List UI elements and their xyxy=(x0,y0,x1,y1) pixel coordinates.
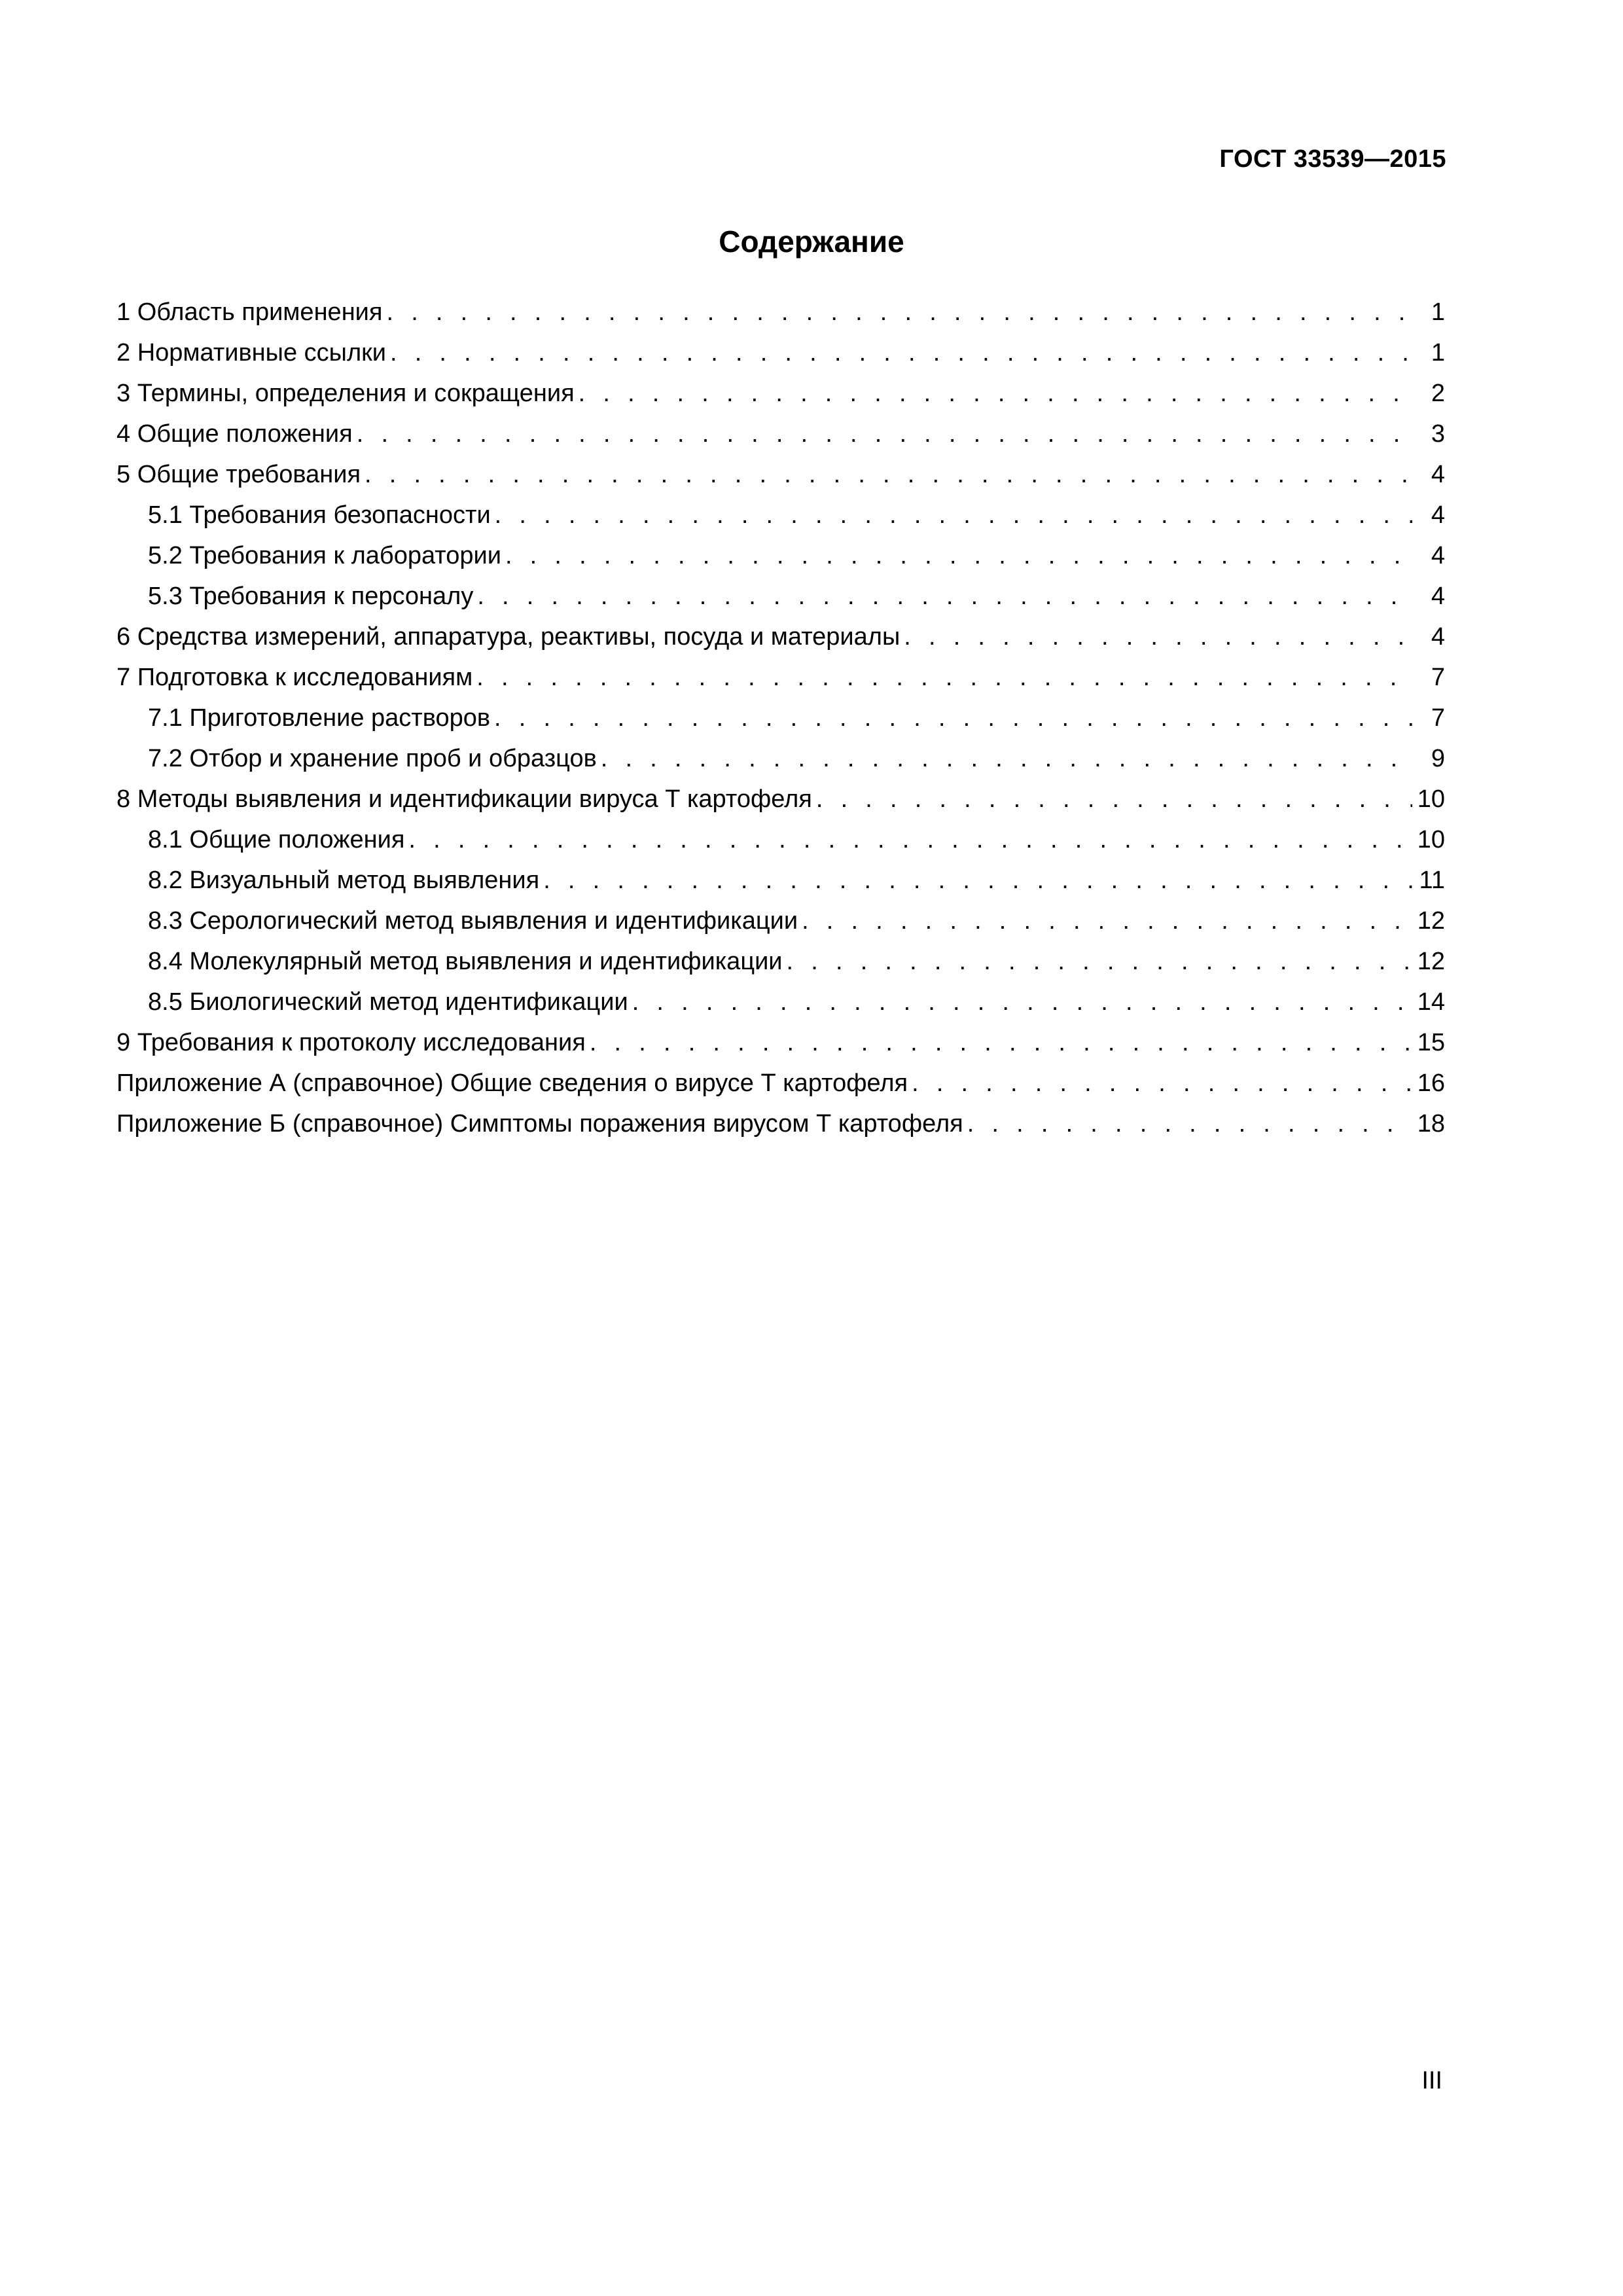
toc-entry-label: 9 Требования к протоколу исследования xyxy=(116,1029,586,1056)
toc-entry-page: 2 xyxy=(1431,380,1445,407)
toc-entry-label: 8 Методы выявления и идентификации вируса Т картофеля xyxy=(116,785,812,813)
toc-entry-label: 7 Подготовка к исследованиям xyxy=(116,664,473,691)
toc-entry[interactable] xyxy=(116,779,1445,819)
dot-leader xyxy=(408,819,1412,860)
toc-entry-label: 5.1 Требования безопасности xyxy=(148,501,491,529)
toc-entry-page: 4 xyxy=(1431,542,1445,569)
toc-entry-page: 1 xyxy=(1431,339,1445,367)
toc-entry-label: 3 Термины, определения и сокращения xyxy=(116,380,575,407)
toc-title: Содержание xyxy=(719,224,904,259)
toc-entry-page: 4 xyxy=(1431,461,1445,488)
dot-leader xyxy=(494,698,1412,738)
toc-subentry[interactable] xyxy=(116,495,1445,535)
toc-entry-label: 6 Средства измерений, аппаратура, реактивы, посуда и материалы xyxy=(116,623,901,651)
dot-leader xyxy=(543,860,1412,901)
toc-entry[interactable] xyxy=(116,1063,1445,1103)
dot-leader xyxy=(912,1063,1412,1103)
toc-entry[interactable] xyxy=(116,1103,1445,1144)
toc-subentry[interactable] xyxy=(116,576,1445,617)
toc-entry-page: 16 xyxy=(1417,1069,1445,1097)
toc-entry-page: 3 xyxy=(1431,420,1445,448)
toc-entry[interactable] xyxy=(116,657,1445,698)
toc-entry-page: 11 xyxy=(1419,867,1445,894)
dot-leader xyxy=(967,1103,1412,1144)
table-of-contents xyxy=(116,292,1445,1144)
toc-entry-page: 18 xyxy=(1417,1110,1445,1138)
dot-leader xyxy=(904,617,1412,657)
dot-leader xyxy=(590,1022,1412,1063)
dot-leader xyxy=(787,941,1412,982)
toc-entry-page: 4 xyxy=(1431,501,1445,529)
toc-entry-label: 8.3 Серологический метод выявления и идентификации xyxy=(148,907,798,935)
toc-entry-page: 7 xyxy=(1431,664,1445,691)
toc-entry-label: 7.2 Отбор и хранение проб и образцов xyxy=(148,745,597,772)
dot-leader xyxy=(476,657,1412,698)
toc-entry[interactable] xyxy=(116,454,1445,495)
dot-leader xyxy=(365,454,1412,495)
toc-entry-page: 7 xyxy=(1431,704,1445,732)
dot-leader xyxy=(477,576,1412,617)
toc-entry-label: 8.2 Визуальный метод выявления xyxy=(148,867,540,894)
toc-entry[interactable] xyxy=(116,332,1445,373)
toc-entry[interactable] xyxy=(116,373,1445,414)
toc-subentry[interactable] xyxy=(116,698,1445,738)
toc-entry-page: 9 xyxy=(1431,745,1445,772)
toc-entry-page: 4 xyxy=(1431,623,1445,651)
dot-leader xyxy=(579,373,1412,414)
dot-leader xyxy=(390,332,1412,373)
dot-leader xyxy=(505,535,1412,576)
toc-subentry[interactable] xyxy=(116,941,1445,982)
toc-entry-page: 15 xyxy=(1417,1029,1445,1056)
dot-leader xyxy=(816,779,1412,819)
toc-entry-page: 10 xyxy=(1417,826,1445,853)
toc-entry-label: 8.4 Молекулярный метод выявления и идентификации xyxy=(148,948,783,975)
toc-entry[interactable] xyxy=(116,1022,1445,1063)
toc-entry-label: 8.5 Биологический метод идентификации xyxy=(148,988,628,1016)
dot-leader xyxy=(495,495,1412,535)
page-number: III xyxy=(1421,2067,1442,2094)
toc-entry-label: 5.2 Требования к лаборатории xyxy=(148,542,501,569)
toc-entry-label: 2 Нормативные ссылки xyxy=(116,339,386,367)
toc-entry-page: 1 xyxy=(1431,298,1445,326)
toc-entry-page: 4 xyxy=(1431,583,1445,610)
toc-subentry[interactable] xyxy=(116,738,1445,779)
dot-leader xyxy=(601,738,1412,779)
toc-entry-label: 7.1 Приготовление растворов xyxy=(148,704,491,732)
toc-subentry[interactable] xyxy=(116,535,1445,576)
toc-entry[interactable] xyxy=(116,292,1445,332)
toc-entry-label: 5.3 Требования к персоналу xyxy=(148,583,474,610)
toc-subentry[interactable] xyxy=(116,819,1445,860)
toc-subentry[interactable] xyxy=(116,901,1445,941)
toc-entry-page: 14 xyxy=(1417,988,1445,1016)
dot-leader xyxy=(386,292,1412,332)
toc-entry-label: Приложение Б (справочное) Симптомы поражения вирусом Т картофеля xyxy=(116,1110,963,1138)
toc-entry-page: 12 xyxy=(1417,948,1445,975)
toc-entry-label: Приложение А (справочное) Общие сведения о вирусе Т картофеля xyxy=(116,1069,908,1097)
dot-leader xyxy=(357,414,1412,454)
toc-entry[interactable] xyxy=(116,617,1445,657)
toc-entry-label: 4 Общие положения xyxy=(116,420,353,448)
toc-entry-label: 5 Общие требования xyxy=(116,461,361,488)
toc-entry-page: 10 xyxy=(1417,785,1445,813)
toc-subentry[interactable] xyxy=(116,860,1445,901)
toc-entry-label: 1 Область применения xyxy=(116,298,383,326)
toc-entry-page: 12 xyxy=(1417,907,1445,935)
toc-entry-label: 8.1 Общие положения xyxy=(148,826,405,853)
toc-entry[interactable] xyxy=(116,414,1445,454)
dot-leader xyxy=(632,982,1412,1022)
document-code: ГОСТ 33539—2015 xyxy=(1219,145,1446,173)
toc-subentry[interactable] xyxy=(116,982,1445,1022)
dot-leader xyxy=(802,901,1412,941)
